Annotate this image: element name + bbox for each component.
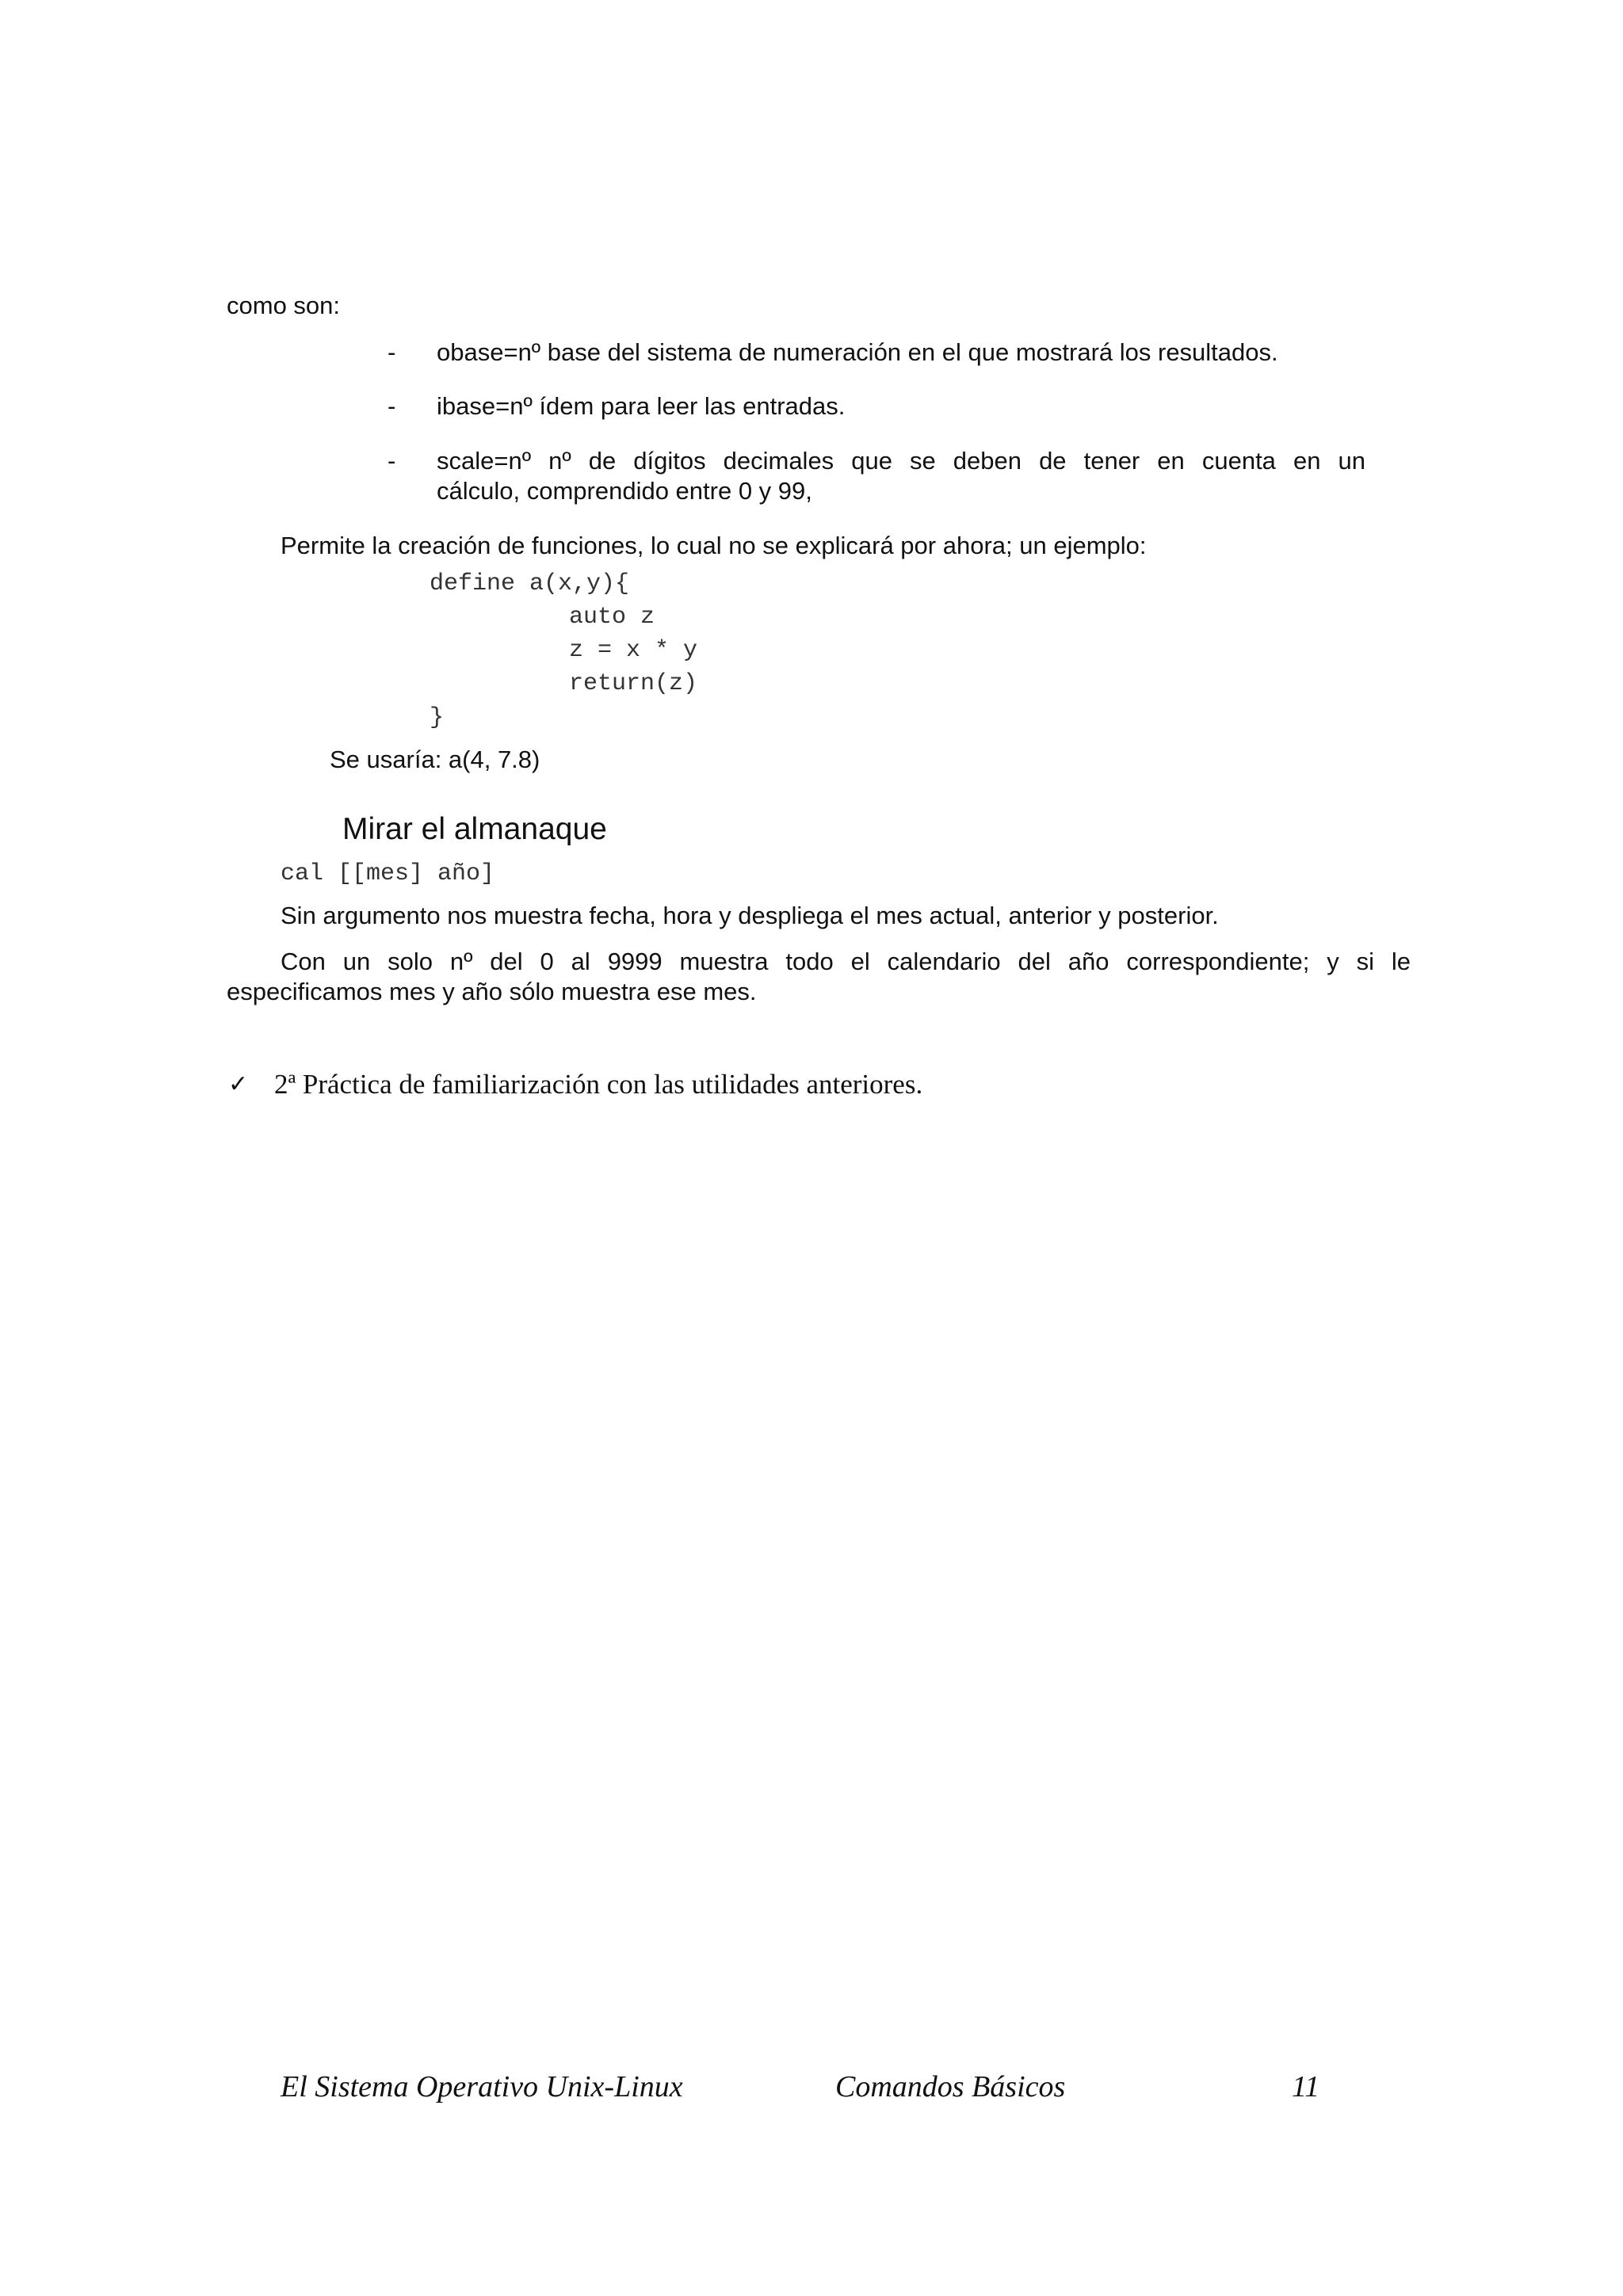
intro-text: como son:	[227, 292, 341, 319]
footer-chapter: Comandos Básicos	[835, 2070, 1066, 2103]
option-text: ibase=nº ídem para leer las entradas.	[437, 392, 846, 420]
cal-paragraph-2	[227, 947, 1411, 1007]
option-bullet: -	[388, 338, 396, 366]
cal-syntax: cal [[mes] año]	[281, 860, 495, 887]
usage-text: Se usaría: a(4, 7.8)	[330, 746, 540, 773]
section-heading: Mirar el almanaque	[342, 812, 607, 846]
code-line: }	[430, 704, 445, 731]
option-bullet: -	[388, 392, 396, 420]
cal-paragraph-1: Sin argumento nos muestra fecha, hora y despliega el mes actual, anterior y posterior.	[281, 902, 1219, 929]
option-bullet: -	[388, 447, 396, 475]
option-text-line: scale=nº nº de dígitos decimales que se deben de tener en cuenta en un	[437, 447, 1365, 475]
paragraph-line: especificamos mes y año sólo muestra ese mes.	[227, 978, 757, 1005]
footer-title: El Sistema Operativo Unix-Linux	[281, 2070, 683, 2103]
code-line: define a(x,y){	[430, 570, 630, 597]
functions-paragraph: Permite la creación de funciones, lo cual no se explicará por ahora; un ejemplo:	[281, 532, 1147, 559]
page-number: 11	[1292, 2070, 1320, 2103]
code-line: return(z)	[569, 670, 698, 697]
paragraph-line: Con un solo nº del 0 al 9999 muestra todo el calendario del año correspondiente; y si le	[281, 948, 1411, 975]
option-text-line: cálculo, comprendido entre 0 y 99,	[437, 477, 812, 505]
practice-text: 2ª Práctica de familiarización con las utilidades anteriores.	[274, 1069, 923, 1100]
checkmark-icon: ✓	[228, 1070, 249, 1098]
option-text	[437, 446, 1365, 506]
option-text: obase=nº base del sistema de numeración en el que mostrará los resultados.	[437, 338, 1278, 366]
code-line: z = x * y	[569, 637, 698, 664]
code-line: auto z	[569, 604, 655, 631]
